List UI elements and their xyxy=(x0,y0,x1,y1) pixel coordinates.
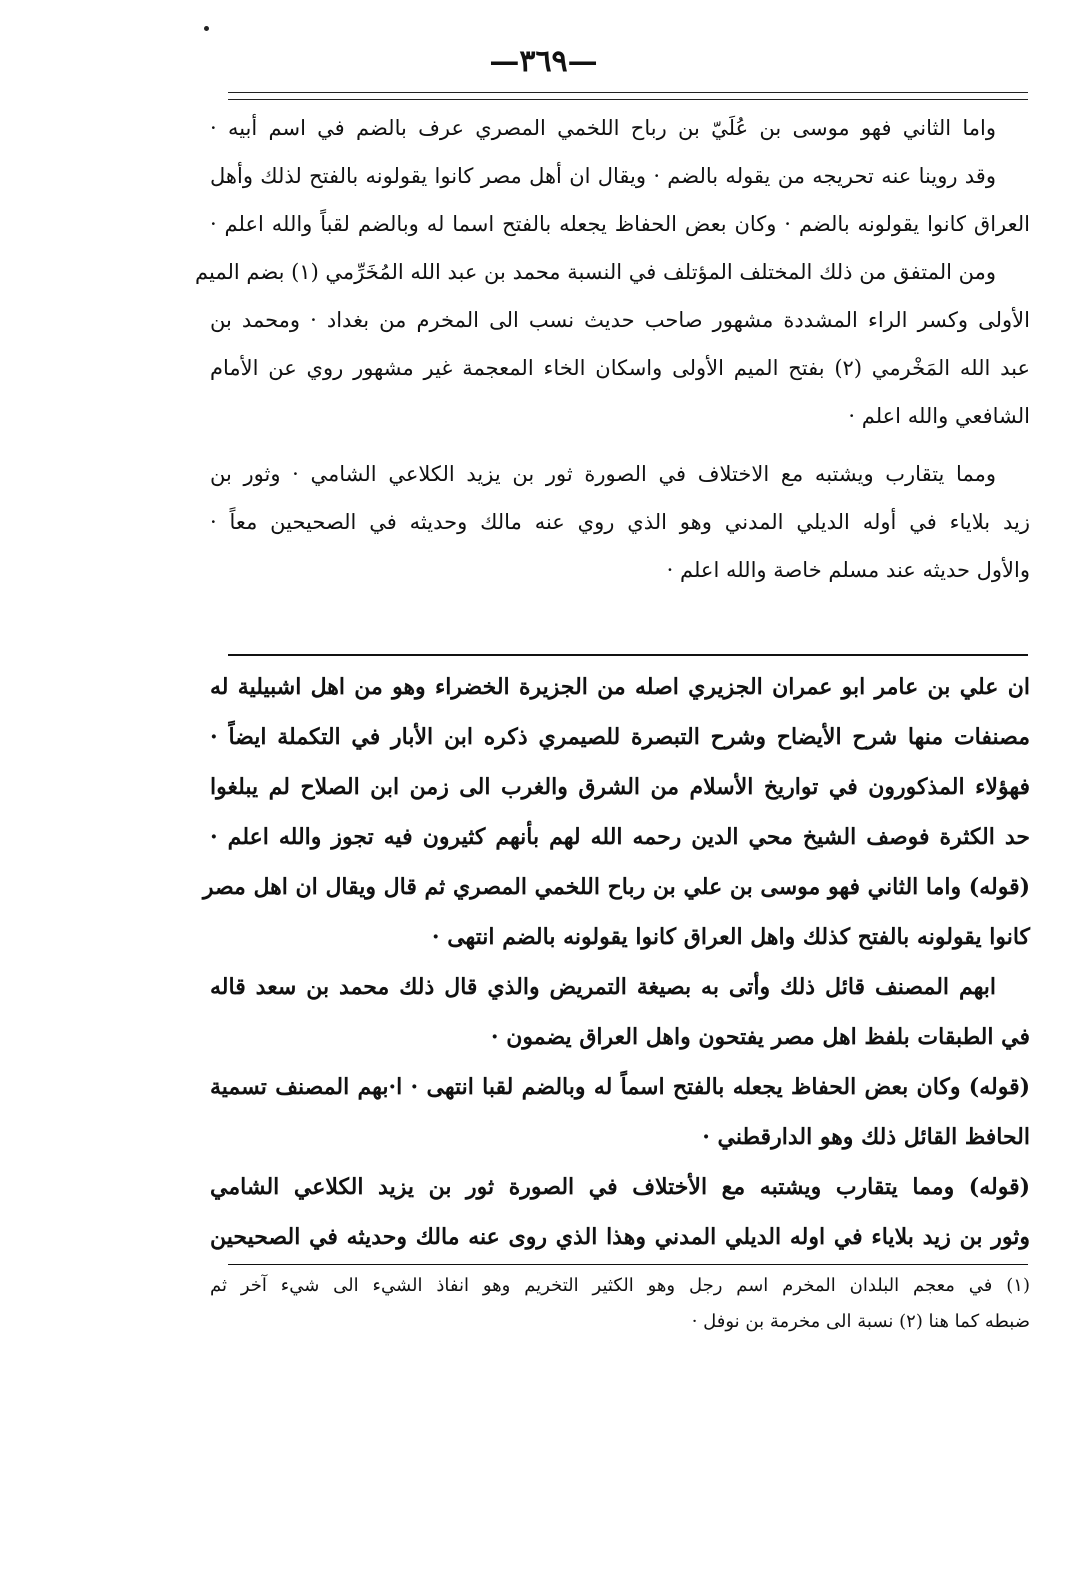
footnote-divider xyxy=(228,1264,1028,1265)
main-text-line: زيد بلاياء في أوله الديلي المدني وهو الذي روي عنه مالك وحديثه في الصحيحين معاً · xyxy=(210,510,1030,534)
main-text-line: واما الثاني فهو موسى بن عُلَيّ بن رباح اللخمي المصري عرف بالضم في اسم أبيه · xyxy=(210,116,996,140)
commentary-divider xyxy=(228,654,1028,656)
main-text-line: الشافعي والله اعلم · xyxy=(848,404,1030,428)
main-text-block xyxy=(195,104,1030,594)
commentary-line: فهؤلاء المذكورون في تواريخ الأسلام من الشرق والغرب الى زمن ابن الصلاح لم يبلغوا xyxy=(210,774,1030,800)
footnote-line: (١) في معجم البلدان المخرم اسم رجل وهو الكثير التخريم وهو انفاذ الشيء الى شيء آخر ثم xyxy=(210,1275,1030,1296)
commentary-line: ابهم المصنف قائل ذلك وأتى به بصيغة التمريض والذي قال ذلك محمد بن سعد قاله xyxy=(210,974,996,1000)
commentary-line: في الطبقات بلفظ اهل مصر يفتحون واهل العراق يضمون · xyxy=(490,1024,1030,1050)
commentary-line: الحافظ القائل ذلك وهو الدارقطني · xyxy=(702,1124,1030,1150)
footnotes-block xyxy=(210,1268,1030,1340)
main-text-line: والأول حديثه عند مسلم خاصة والله اعلم · xyxy=(666,558,1030,582)
commentary-block xyxy=(202,662,1030,1262)
commentary-line: ان علي بن عامر ابو عمران الجزيري اصله من الجزيرة الخضراء وهو من اهل اشبيلية له xyxy=(210,674,1030,700)
commentary-line: وثور بن زيد بلاياء في اوله الديلي المدني وهذا الذي روى عنه مالك وحديثه في الصحيحين xyxy=(210,1224,1030,1250)
main-text-line: ومن المتفق من ذلك المختلف المؤتلف في النسبة محمد بن عبد الله المُخَرِّمي (١) بضم الميم xyxy=(195,260,996,284)
commentary-line: (قوله) واما الثاني فهو موسى بن علي بن رباح اللخمي المصري ثم قال ويقال ان اهل مصر xyxy=(202,874,1030,900)
header-double-rule xyxy=(228,92,1028,100)
footnote-line: ضبطه كما هنا (٢) نسبة الى مخرمة بن نوفل · xyxy=(691,1311,1030,1332)
commentary-line: (قوله) ومما يتقارب ويشتبه مع الأختلاف في الصورة ثور بن يزيد الكلاعي الشامي xyxy=(210,1174,1030,1200)
main-text-line: وقد روينا عنه تحريجه من يقوله بالضم · ويقال ان أهل مصر كانوا يقولونه بالفتح لذلك وأهل xyxy=(210,164,996,188)
commentary-line: مصنفات منها شرح الأيضاح وشرح التبصرة للصيمري ذكره ابن الأبار في التكملة ايضاً · xyxy=(210,724,1030,750)
commentary-line: كانوا يقولونه بالفتح كذلك واهل العراق كانوا يقولونه بالضم انتهى · xyxy=(431,924,1030,950)
commentary-line: حد الكثرة فوصف الشيخ محي الدين رحمه الله لهم بأنهم كثيرون فيه تجوز والله اعلم · xyxy=(210,824,1030,850)
scan-speck xyxy=(204,26,209,31)
main-text-line: العراق كانوا يقولونه بالضم · وكان بعض الحفاظ يجعله بالفتح اسما له وبالضم لقباً والله اعلم · xyxy=(210,212,1030,236)
page-number: —٣٦٩— xyxy=(489,44,598,79)
main-text-line: الأولى وكسر الراء المشددة مشهور صاحب حديث نسب الى المخرم من بغداد · ومحمد بن xyxy=(210,308,1030,332)
main-text-line: ومما يتقارب ويشتبه مع الاختلاف في الصورة ثور بن يزيد الكلاعي الشامي · وثور بن xyxy=(210,462,996,486)
main-text-line: عبد الله المَخْرمي (٢) بفتح الميم الأولى واسكان الخاء المعجمة غير مشهور روي عن الأمام xyxy=(210,356,1030,380)
commentary-line: (قوله) وكان بعض الحفاظ يجعله بالفتح اسماً له وبالضم لقبا انتهى · ا·بهم المصنف تسمية xyxy=(210,1074,1030,1100)
